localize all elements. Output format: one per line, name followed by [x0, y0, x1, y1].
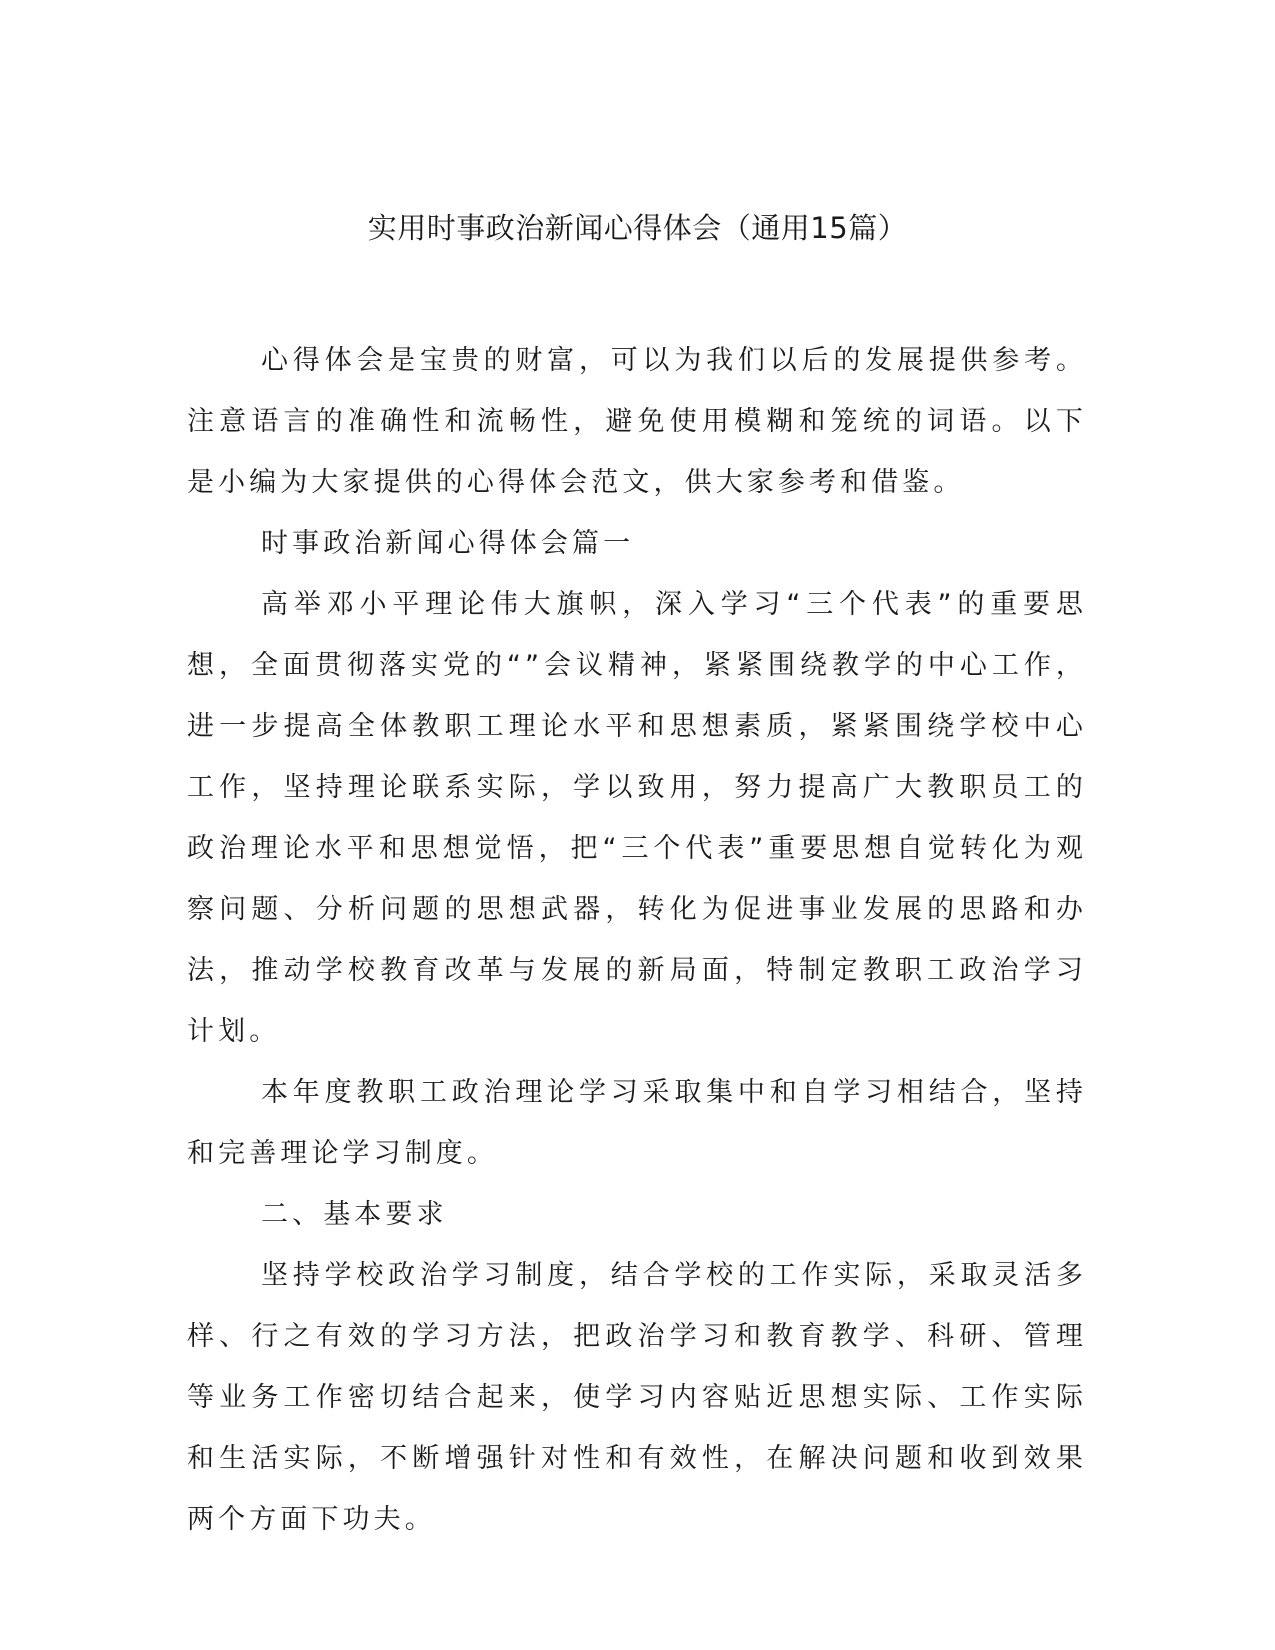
requirements-paragraph: 坚持学校政治学习制度，结合学校的工作实际，采取灵活多样、行之有效的学习方法，把政治学习和教育教学、科研、管理等业务工作密切结合起来，使学习内容贴近思想实际、工作实际和生活实际，不断增强针对性和有效性，在解决问题和收到效果两个方面下功夫。 [187, 1260, 1087, 1535]
guiding-ideology-paragraph: 高举邓小平理论伟大旗帜，深入学习“三个代表”的重要思想，全面贯彻落实党的“”会议精神，紧紧围绕教学的中心工作，进一步提高全体教职工理论水平和思想素质，紧紧围绕学校中心工作，坚持理论联系实际，学以致用，努力提高广大教职员工的政治理论水平和思想觉悟，把“三个代表”重要思想自觉转化为观察问题、分析问题的思想武器，转化为促进事业发展的思路和办法，推动学校教育改革与发展的新局面，特制定教职工政治学习计划。 [187, 589, 1087, 1047]
study-format-paragraph: 本年度教职工政治理论学习采取集中和自学习相结合，坚持和完善理论学习制度。 [187, 1077, 1087, 1169]
document-title: 实用时事政治新闻心得体会（通用15篇） [367, 211, 908, 245]
section-heading-part-one: 时事政治新闻心得体会篇一 [261, 528, 635, 559]
document-body [187, 330, 1087, 1550]
section-heading-basic-requirements: 二、基本要求 [261, 1199, 448, 1230]
intro-paragraph: 心得体会是宝贵的财富，可以为我们以后的发展提供参考。注意语言的准确性和流畅性，避免使用模糊和笼统的词语。以下是小编为大家提供的心得体会范文，供大家参考和借鉴。 [187, 345, 1087, 498]
